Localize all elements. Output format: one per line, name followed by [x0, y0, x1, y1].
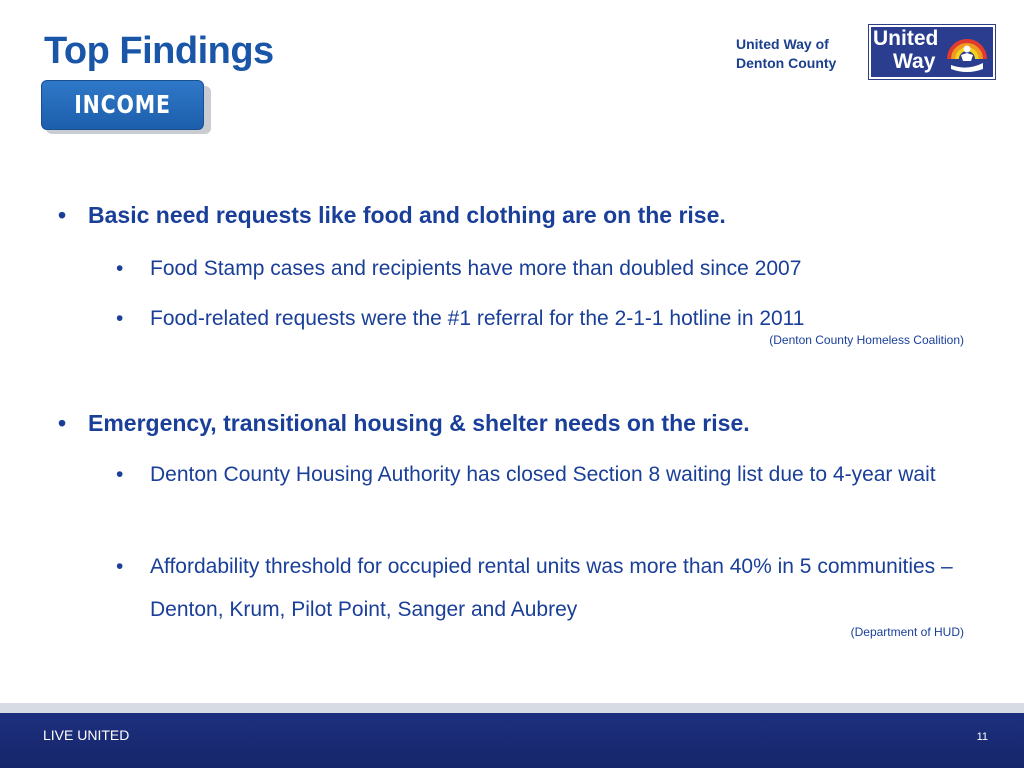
source-citation: (Denton County Homeless Coalition) — [769, 333, 964, 347]
footer-bar — [0, 713, 1024, 768]
united-way-logo — [868, 24, 996, 80]
bullet-text: Basic need requests like food and clothing are on the rise. — [88, 202, 726, 228]
logo-word-way: Way — [893, 50, 936, 73]
bullet-marker: • — [116, 257, 124, 280]
source-citation: (Department of HUD) — [850, 625, 964, 639]
page-title: Top Findings — [44, 30, 274, 72]
footer-divider — [0, 703, 1024, 713]
sub-bullet-text: Food-related requests were the #1 referral for the 2-1-1 hotline in 2011 — [150, 307, 805, 330]
sub-bullet-text: Food Stamp cases and recipients have more than doubled since 2007 — [150, 257, 802, 280]
page-number: 11 — [976, 731, 988, 743]
bullet-marker: • — [116, 463, 124, 486]
bullet-marker: • — [116, 307, 124, 330]
logo-wordmark — [873, 27, 938, 73]
section-tag-label: INCOME — [74, 90, 171, 119]
footer-slogan: LIVE UNITED — [43, 727, 130, 743]
bullet-text: Emergency, transitional housing & shelter needs on the rise. — [88, 410, 750, 436]
organization-name-line1: United Way of — [736, 36, 829, 52]
organization-name-line2: Denton County — [736, 55, 837, 71]
bullet-marker: • — [58, 202, 67, 228]
rainbow-hand-icon — [943, 29, 991, 75]
section-tag — [41, 80, 204, 130]
sub-bullet-text: Affordability threshold for occupied rental units was more than 40% in 5 communities – Denton, Krum, Pilot Point, Sanger and Aubrey — [150, 555, 953, 621]
bullet-marker: • — [58, 410, 67, 436]
logo-word-united: United — [873, 27, 939, 50]
bullet-marker: • — [116, 555, 124, 578]
sub-bullet-text: Denton County Housing Authority has closed Section 8 waiting list due to 4-year wait — [150, 463, 936, 486]
organization-name — [736, 35, 836, 73]
